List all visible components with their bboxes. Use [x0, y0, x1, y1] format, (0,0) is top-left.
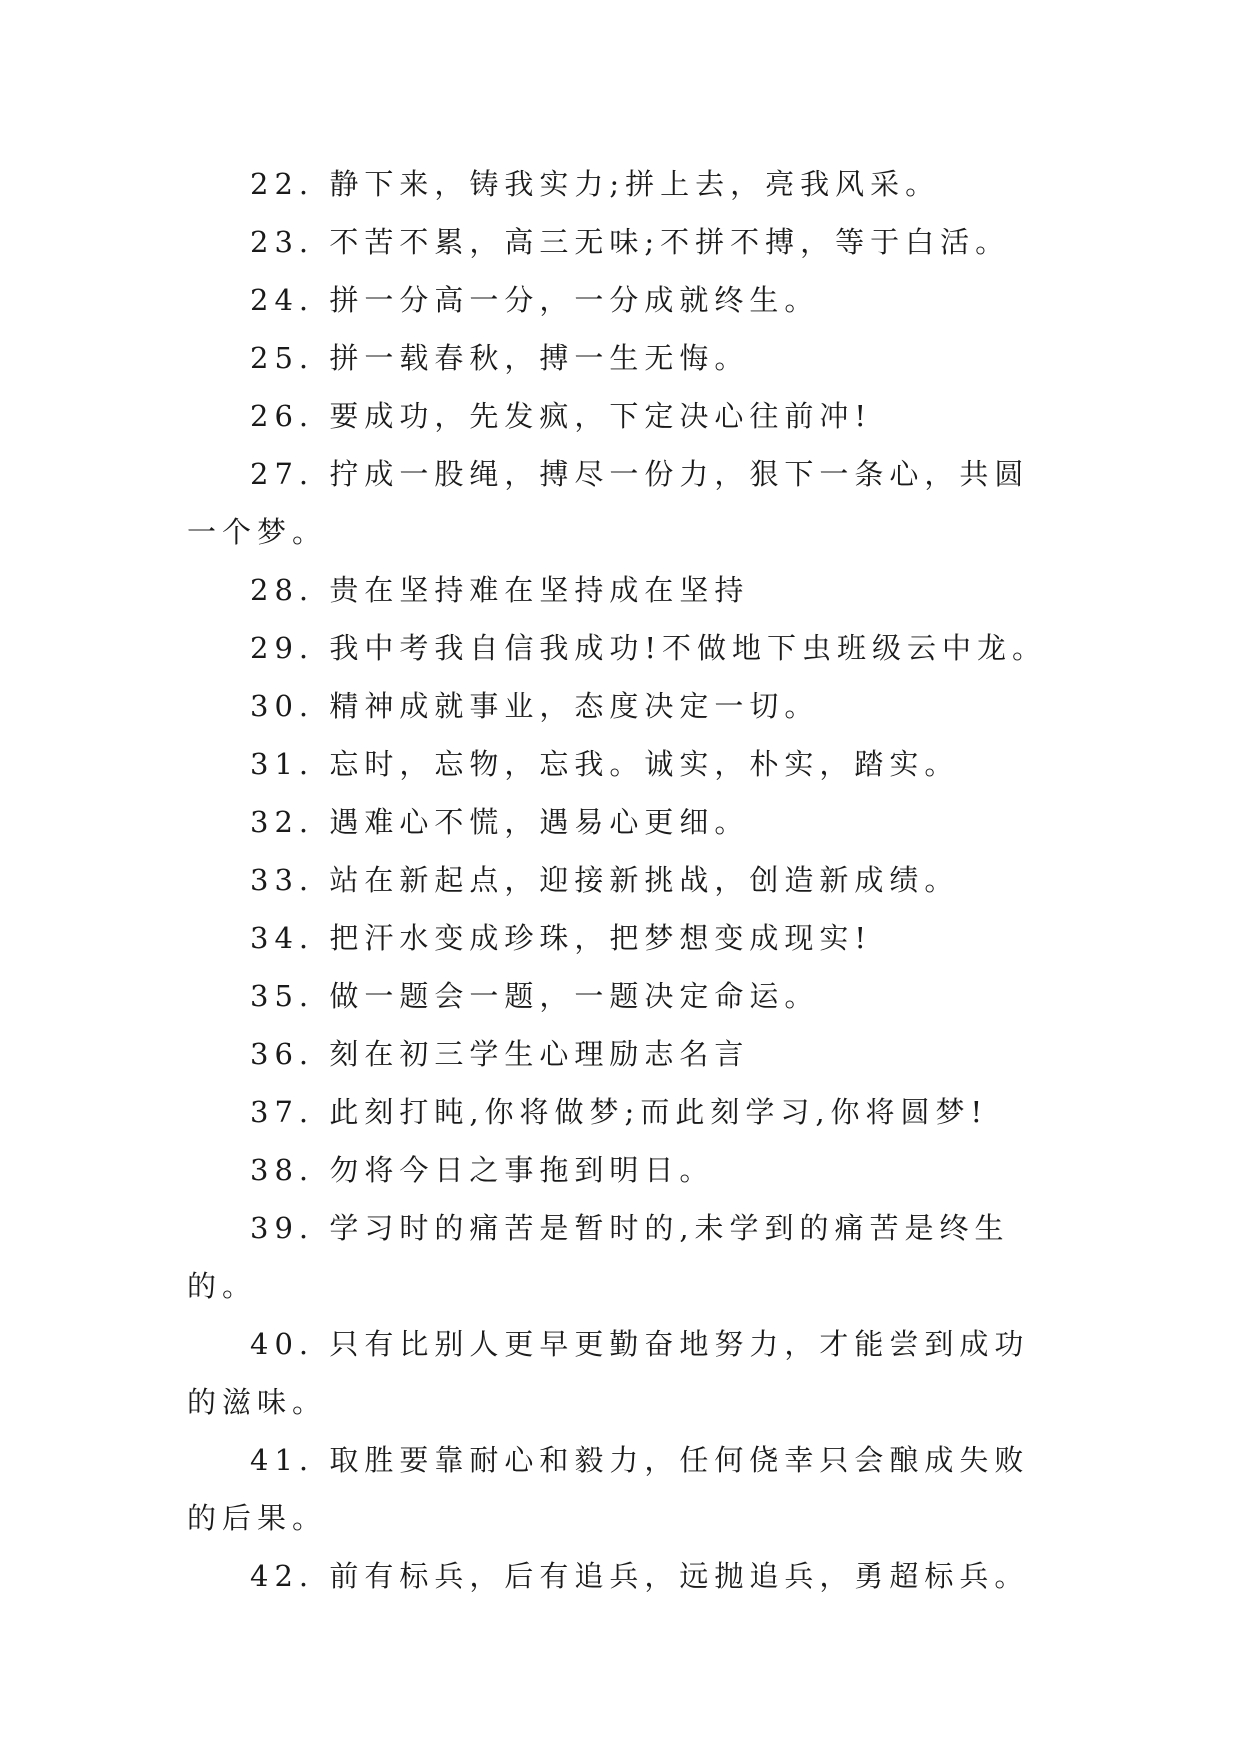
list-item: 37. 此刻打盹,你将做梦;而此刻学习,你将圆梦!	[250, 1095, 989, 1129]
list-item: 33. 站在新起点，迎接新挑战，创造新成绩。	[250, 863, 960, 897]
list-item: 39. 学习时的痛苦是暂时的,未学到的痛苦是终生的。	[187, 1211, 1010, 1303]
list-item: 24. 拼一分高一分，一分成就终生。	[250, 283, 820, 317]
list-item: 31. 忘时，忘物，忘我。诚实，朴实，踏实。	[250, 747, 960, 781]
list-item: 42. 前有标兵，后有追兵，远抛追兵，勇超标兵。	[250, 1559, 1030, 1593]
list-item: 29. 我中考我自信我成功!不做地下虫班级云中龙。	[250, 631, 1047, 665]
list-item: 23. 不苦不累，高三无味;不拼不搏，等于白活。	[250, 225, 1011, 259]
list-item: 22. 静下来，铸我实力;拼上去，亮我风采。	[250, 167, 941, 201]
list-item: 34. 把汗水变成珍珠，把梦想变成现实!	[250, 921, 872, 955]
list-item: 40. 只有比别人更早更勤奋地努力，才能尝到成功的滋味。	[187, 1327, 1030, 1419]
list-item: 38. 勿将今日之事拖到明日。	[250, 1153, 715, 1187]
list-item: 26. 要成功，先发疯，下定决心往前冲!	[250, 399, 872, 433]
document-body	[187, 155, 1047, 1605]
list-item: 36. 刻在初三学生心理励志名言	[250, 1037, 750, 1071]
list-item: 41. 取胜要靠耐心和毅力，任何侥幸只会酿成失败的后果。	[187, 1443, 1030, 1535]
list-item: 25. 拼一载春秋，搏一生无悔。	[250, 341, 750, 375]
list-item: 28. 贵在坚持难在坚持成在坚持	[250, 573, 750, 607]
list-item: 30. 精神成就事业，态度决定一切。	[250, 689, 820, 723]
list-item: 35. 做一题会一题，一题决定命运。	[250, 979, 820, 1013]
list-item: 32. 遇难心不慌，遇易心更细。	[250, 805, 750, 839]
list-item: 27. 拧成一股绳，搏尽一份力，狠下一条心，共圆一个梦。	[187, 457, 1030, 549]
